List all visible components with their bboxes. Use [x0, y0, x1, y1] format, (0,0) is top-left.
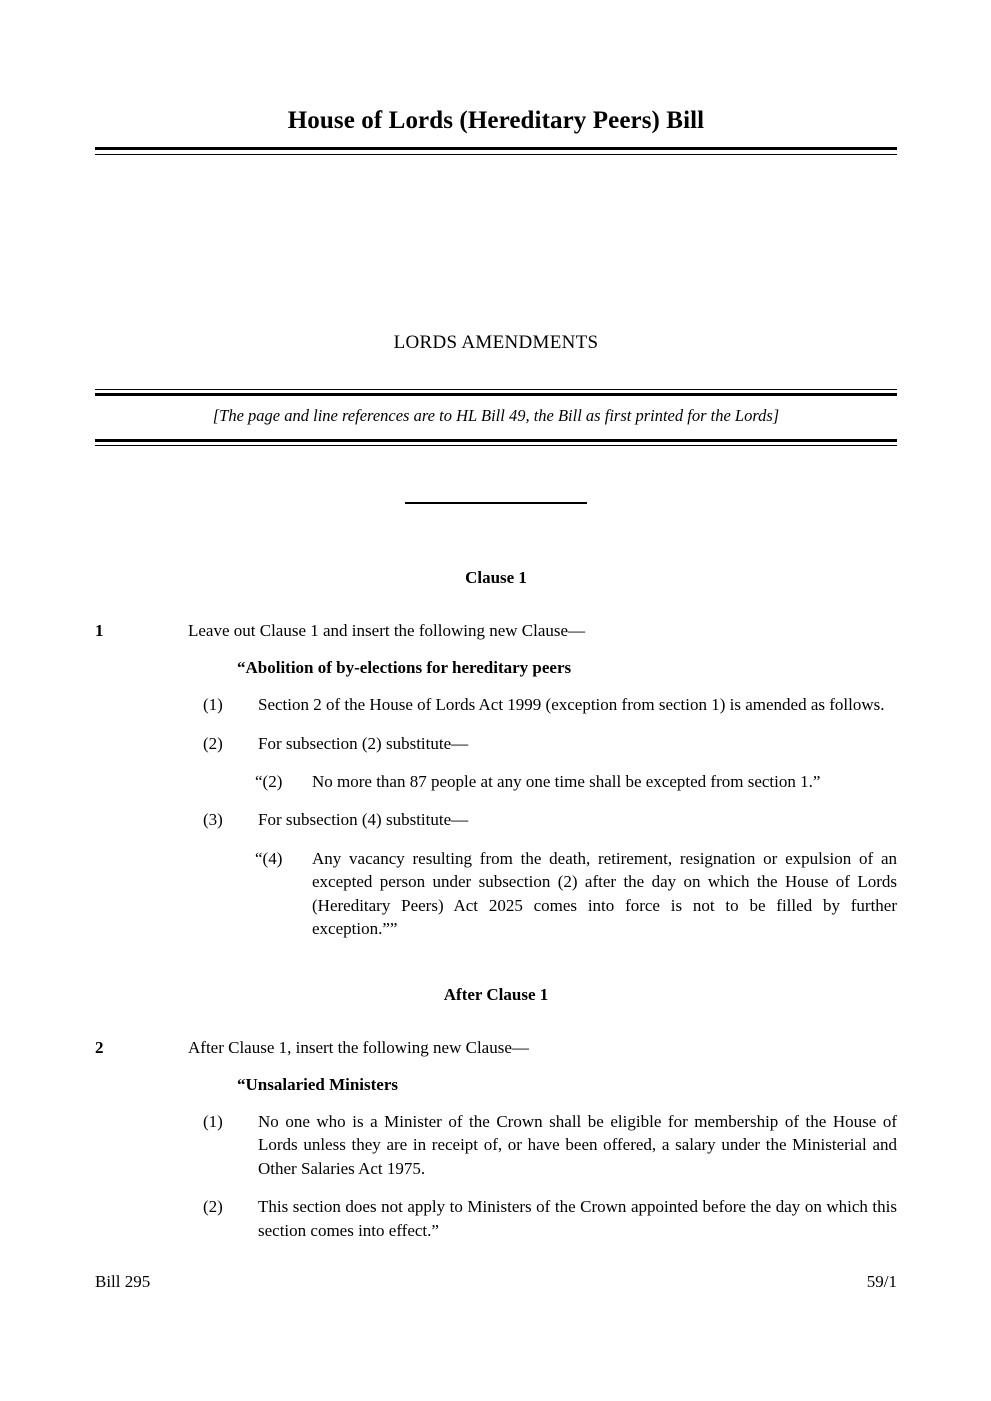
- amendment-block: [95, 619, 897, 941]
- clause-group-heading: After Clause 1: [443, 984, 549, 1004]
- subsection-marker: (2): [203, 1197, 223, 1217]
- quoted-subsection: [255, 770, 897, 793]
- subsection: [203, 1195, 897, 1242]
- clause-group-heading: Clause 1: [465, 568, 527, 587]
- subsection-text: Section 2 of the House of Lords Act 1999 (exception from section 1) is amended as follows.: [258, 695, 885, 715]
- title-double-rule: [95, 147, 897, 150]
- amendment-lead: [95, 1036, 897, 1059]
- subsection-text: Any vacancy resulting from the death, retirement, resignation or expulsion of an excepted person under subsection (2) after the day on which the House of Lords (Hereditary Peers) Act 2025 comes into force is not to be filled by further exception.””: [312, 848, 897, 939]
- amendment-number: 1: [95, 621, 104, 640]
- subsection: [203, 808, 897, 831]
- bill-number: Bill 295: [95, 1272, 151, 1291]
- reference-note-band: [95, 389, 897, 442]
- reference-note-text: [The page and line references are to HL Bill 49, the Bill as first printed for the Lords]: [212, 406, 780, 425]
- page-footer: [95, 1272, 897, 1292]
- subsection-marker: “(4): [255, 848, 283, 868]
- subsection: [203, 693, 897, 716]
- amendment-lead-text: After Clause 1, insert the following new Clause—: [188, 1037, 529, 1057]
- subsection-text: For subsection (2) substitute—: [258, 733, 469, 753]
- section-divider: [95, 494, 897, 512]
- subsection-marker: “(2): [255, 772, 283, 792]
- subsection-marker: (1): [203, 695, 223, 715]
- subsection-marker: (1): [203, 1111, 223, 1131]
- amendment-lead-text: Leave out Clause 1 and insert the following new Clause—: [188, 621, 586, 640]
- quoted-subsection: [255, 847, 897, 941]
- subsection: [203, 1110, 897, 1180]
- page-title: House of Lords (Hereditary Peers) Bill: [287, 107, 705, 134]
- quoted-clause-title: “Unsalaried Ministers: [237, 1074, 399, 1094]
- amendment-number: 2: [95, 1037, 104, 1057]
- section-title: LORDS AMENDMENTS: [393, 332, 599, 353]
- subsection-marker: (3): [203, 810, 223, 830]
- amendment-block: [95, 1036, 897, 1242]
- subsection-text: For subsection (4) substitute—: [258, 810, 469, 830]
- page-reference: 59/1: [866, 1272, 897, 1291]
- page-content: [95, 0, 897, 1242]
- subsection-text: This section does not apply to Ministers of the Crown appointed before the day on which this section comes into effect.”: [258, 1197, 897, 1240]
- subsection: [203, 732, 897, 755]
- subsection-marker: (2): [203, 733, 223, 753]
- amendment-lead: [95, 619, 897, 642]
- subsection-text: No more than 87 people at any one time shall be excepted from section 1.”: [312, 772, 821, 792]
- quoted-clause-title: “Abolition of by-elections for hereditary peers: [237, 658, 572, 678]
- short-rule: [405, 502, 587, 504]
- subsection-text: No one who is a Minister of the Crown shall be eligible for membership of the House of Lords unless they are in receipt of, or have been offered, a salary under the Ministerial and Other Salaries Act 1975.: [258, 1111, 897, 1178]
